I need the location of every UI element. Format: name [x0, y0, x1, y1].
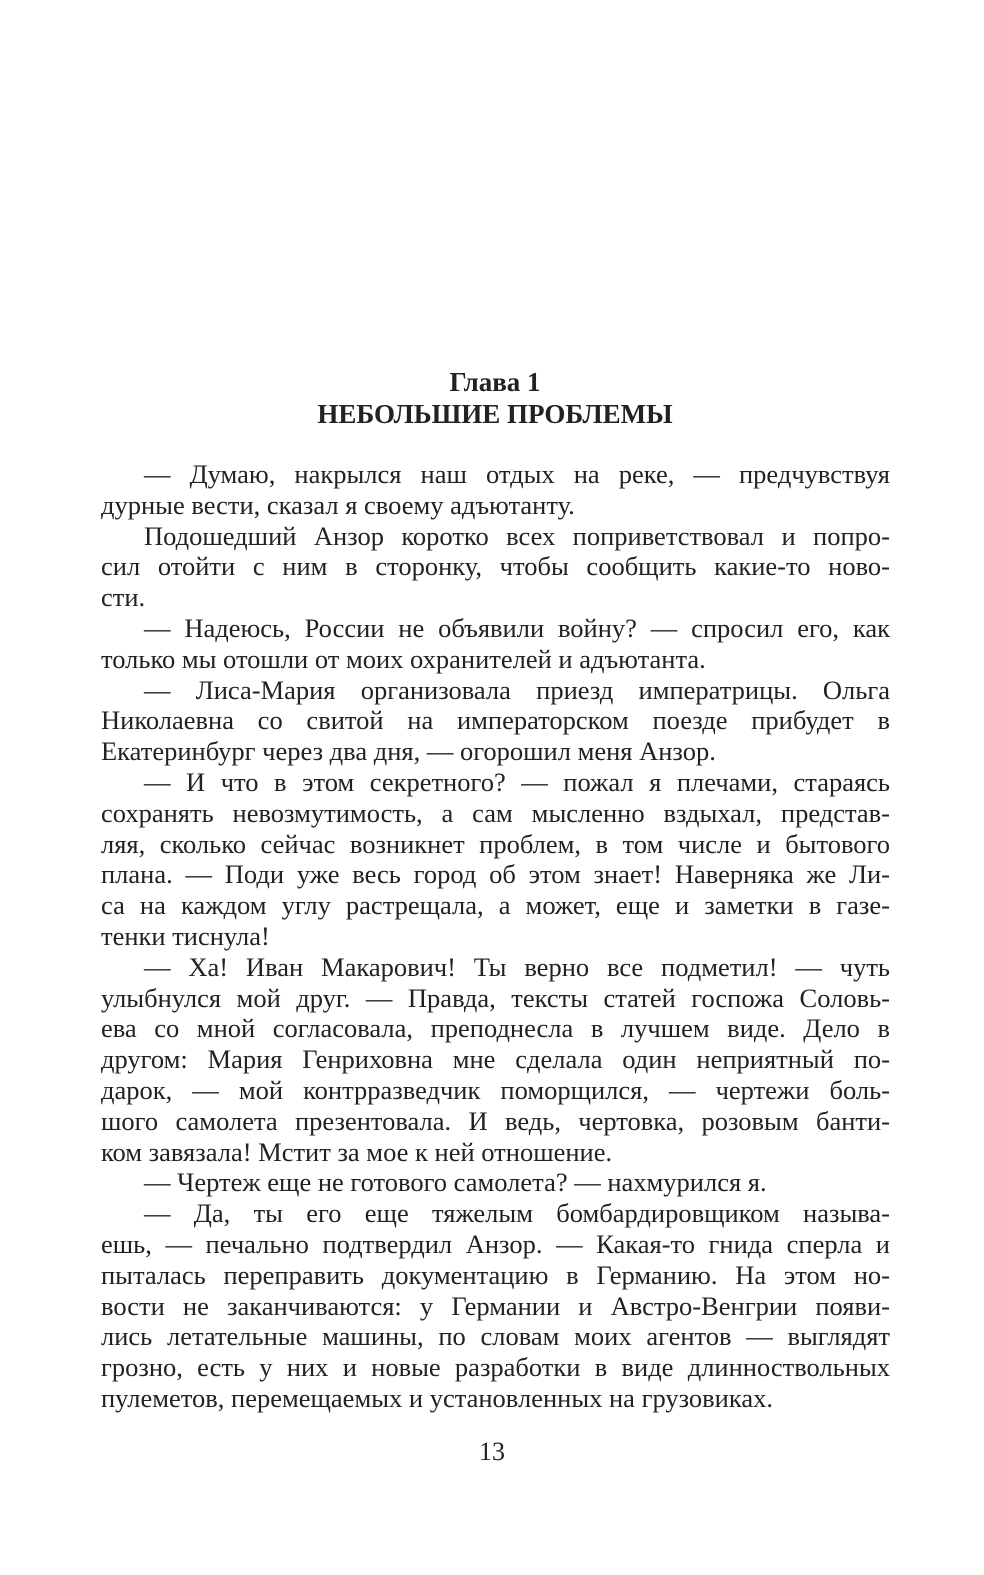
- chapter-text: [101, 459, 890, 1414]
- text-line: дарок, — мой контрразведчик поморщился, — чертежи боль-: [101, 1074, 890, 1105]
- text-line: плана. — Поди уже весь город об этом знает! Наверняка же Ли-: [101, 859, 890, 890]
- text-line: Подошедший Анзор коротко всех поприветствовал и попро-: [144, 520, 890, 551]
- text-line: лись летательные машины, по словам моих агентов — выглядят: [101, 1321, 890, 1352]
- chapter-heading: [100, 366, 890, 430]
- text-line: тенки тиснула!: [101, 920, 270, 951]
- text-line: вости не заканчиваются: у Германии и Австро-Венгрии появи-: [101, 1290, 890, 1321]
- text-line: ляя, сколько сейчас возникнет проблем, в том числе и бытового: [101, 828, 890, 859]
- text-line: дурные вести, сказал я своему адъютанту.: [101, 489, 575, 520]
- text-line: шого самолета презентовала. И ведь, чертовка, розовым банти-: [101, 1105, 890, 1136]
- text-line: ешь, — печально подтвердил Анзор. — Какая-то гнида сперла и: [101, 1228, 890, 1259]
- text-line: другом: Мария Генриховна мне сделала один неприятный по-: [101, 1044, 890, 1075]
- chapter-title: НЕБОЛЬШИЕ ПРОБЛЕМЫ: [317, 399, 673, 429]
- text-line: — Да, ты его еще тяжелым бомбардировщиком называ-: [144, 1198, 890, 1229]
- text-line: са на каждом углу растрещала, а может, еще и заметки в газе-: [101, 890, 890, 921]
- text-line: улыбнулся мой друг. — Правда, тексты статей госпожа Соловь-: [101, 982, 890, 1013]
- text-line: пулеметов, перемещаемых и установленных на грузовиках.: [101, 1382, 773, 1413]
- text-line: Николаевна со свитой на императорском поезде прибудет в: [101, 705, 890, 736]
- text-line: сохранять невозмутимость, а сам мысленно вздыхал, представ-: [101, 797, 890, 828]
- text-line: — Думаю, накрылся наш отдых на реке, — предчувствуя: [144, 459, 890, 489]
- text-line: ева со мной согласовала, преподнесла в лучшем виде. Дело в: [101, 1013, 890, 1044]
- text-line: грозно, есть у них и новые разработки в виде длинноствольных: [101, 1352, 890, 1383]
- text-line: сти.: [101, 582, 146, 613]
- text-line: — Чертеж еще не готового самолета? — нахмурился я.: [144, 1167, 767, 1198]
- text-line: — Надеюсь, России не объявили войну? — спросил его, как: [144, 612, 890, 643]
- text-line: пыталась переправить документацию в Германию. На этом но-: [101, 1259, 890, 1290]
- text-line: ком завязала! Мстит за мое к ней отношение.: [101, 1136, 613, 1167]
- text-line: — Ха! Иван Макарович! Ты верно все подметил! — чуть: [144, 951, 890, 982]
- text-line: — И что в этом секретного? — пожал я плечами, стараясь: [144, 766, 890, 797]
- chapter-label: Глава 1: [449, 367, 541, 397]
- text-line: только мы отошли от моих охранителей и адъютанта.: [101, 643, 706, 674]
- text-line: — Лиса-Мария организовала приезд императрицы. Ольга: [144, 674, 890, 705]
- page-number: 13: [479, 1437, 505, 1466]
- text-line: Екатеринбург через два дня, — огорошил меня Анзор.: [101, 736, 716, 767]
- text-line: сил отойти с ним в сторонку, чтобы сообщить какие-то ново-: [101, 551, 890, 582]
